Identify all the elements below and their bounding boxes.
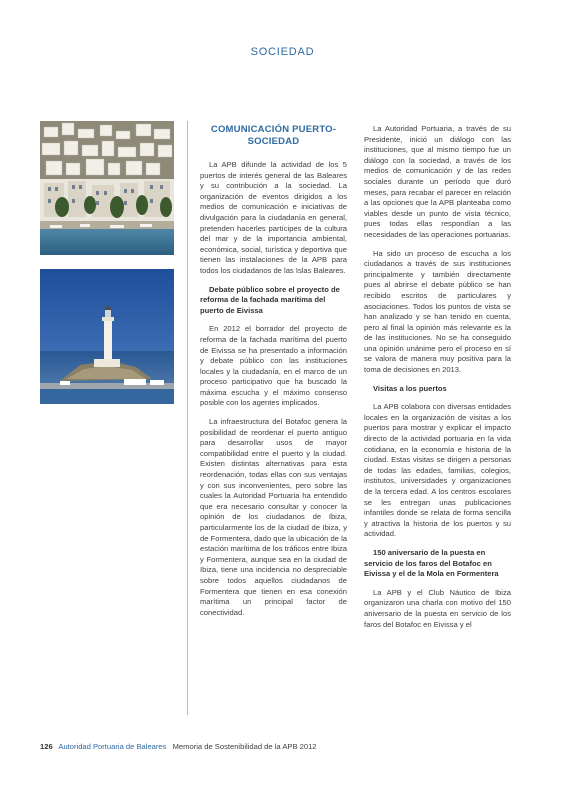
article-left-column (200, 124, 347, 626)
body-paragraph: La APB y el Club Náutico de Ibiza organizaron una charla con motivo del 150 aniversario de la puesta en servicio de los faros del Botafoc en Eivissa y el (364, 587, 511, 629)
page-number: 126 (40, 742, 53, 751)
town-waterfront-photo (40, 121, 174, 255)
body-paragraph: La APB colabora con diversas entidades locales en la organización de visitas a los puertos para mostrar y explicar el impacto directo de la actividad portuaria en la vida cotidiana, en la economía e historia de la ciudad. Estas visitas se dirigen a personas de todas las edades, familias, colegios, institutos, universidades y organizaciones de la tercera edad. A los centros escolares se les entregan unas publicaciones infantiles donde se relata de forma sencilla y atractiva la historia de los puertos y su actividad. (364, 402, 511, 539)
subheading: 150 aniversario de la puesta en servicio de los faros del Botafoc en Eivissa y el de la Mola en Formentera (364, 547, 499, 579)
body-paragraph: La Autoridad Portuaria, a través de su Presidente, inició un diálogo con las instituciones, que al mismo tiempo fue un diálogo con la sociedad, a través de los medios de comunicación y de las redes sociales durante un período que duró meses, para recabar el parecer en relación a las opciones que la APB planteaba como viables desde un punto de vista técnico, pues todas ellas respondían a las necesidades de las operaciones portuarias. (364, 124, 511, 239)
body-paragraph: En 2012 el borrador del proyecto de reforma de la fachada marítima del puerto de Eivissa se ha presentado a información y debate público con las instituciones locales y la ciudadanía, en el marco de un proceso participativo que ha buscado la máxima escucha y el máximo consenso posible con los agentes implicados. (200, 324, 347, 408)
subheading: Visitas a los puertos (373, 383, 447, 393)
body-paragraph: La APB difunde la actividad de los 5 puertos de interés general de las Baleares y su contribución a la sociedad. La organización de eventos dirigidos a los medios de comunicación e iniciativas de divulgación para la ciudadanía en general, pretenden hacerles partícipes de la cultura del mar y de la importancia ambiental, económica, social, turística y deportiva que tienen las instalaciones de la APB para todos los ciudadanos de las Islas Baleares. (200, 160, 347, 275)
body-paragraph: La infraestructura del Botafoc genera la posibilidad de reordenar el puerto antiguo para desarrollar usos de mayor compatibilidad entre el puerto y la ciudad. Existen distintas alternativas para esta reordenación, todas ellas con sus ventajas y con sus inconvenientes, pero sobre las cuales la Autoridad Portuaria ha entendido que era necesario consultar y conocer la opinión de los ciudadanos de Ibiza, particularmente los de la ciudad de Ibiza, y de Formentera, dado que la ubicación de la estación marítima de los tráficos entre Ibiza y Formentera, aunque sea en la ciudad de Ibiza, tiene una incidencia no despreciable sobre todos aquellos ciudadanos de Formentera que tienen en esa conexión marítima un principal factor de conectividad. (200, 417, 347, 617)
footer-organization: Autoridad Portuaria de Baleares (58, 742, 167, 751)
body-paragraph: Ha sido un proceso de escucha a los ciudadanos a través de sus instituciones principalmente y también directamente pues al abrirse el debate público se han recibido escritos de particulares y asociaciones. Todos los puntos de vista se han analizado y se han tenido en cuenta, pero al final la opinión más relevante es la de las instituciones. No se ha conseguido una opinión unánime pero el proceso en sí se valora de manera muy positiva para la toma de decisiones en 2013. (364, 248, 511, 375)
article-right-column (364, 124, 511, 638)
page-footer (40, 742, 317, 751)
article-heading: COMUNICACIÓN PUERTO-SOCIEDAD (210, 124, 337, 147)
lighthouse-photo (40, 269, 174, 404)
column-divider (187, 121, 188, 715)
section-title: SOCIEDAD (250, 46, 315, 58)
subheading: Debate público sobre el proyecto de reforma de la fachada marítima del puerto de Eivissa (200, 284, 340, 315)
footer-publication: Memoria de Sostenibilidad de la APB 2012 (172, 742, 317, 751)
